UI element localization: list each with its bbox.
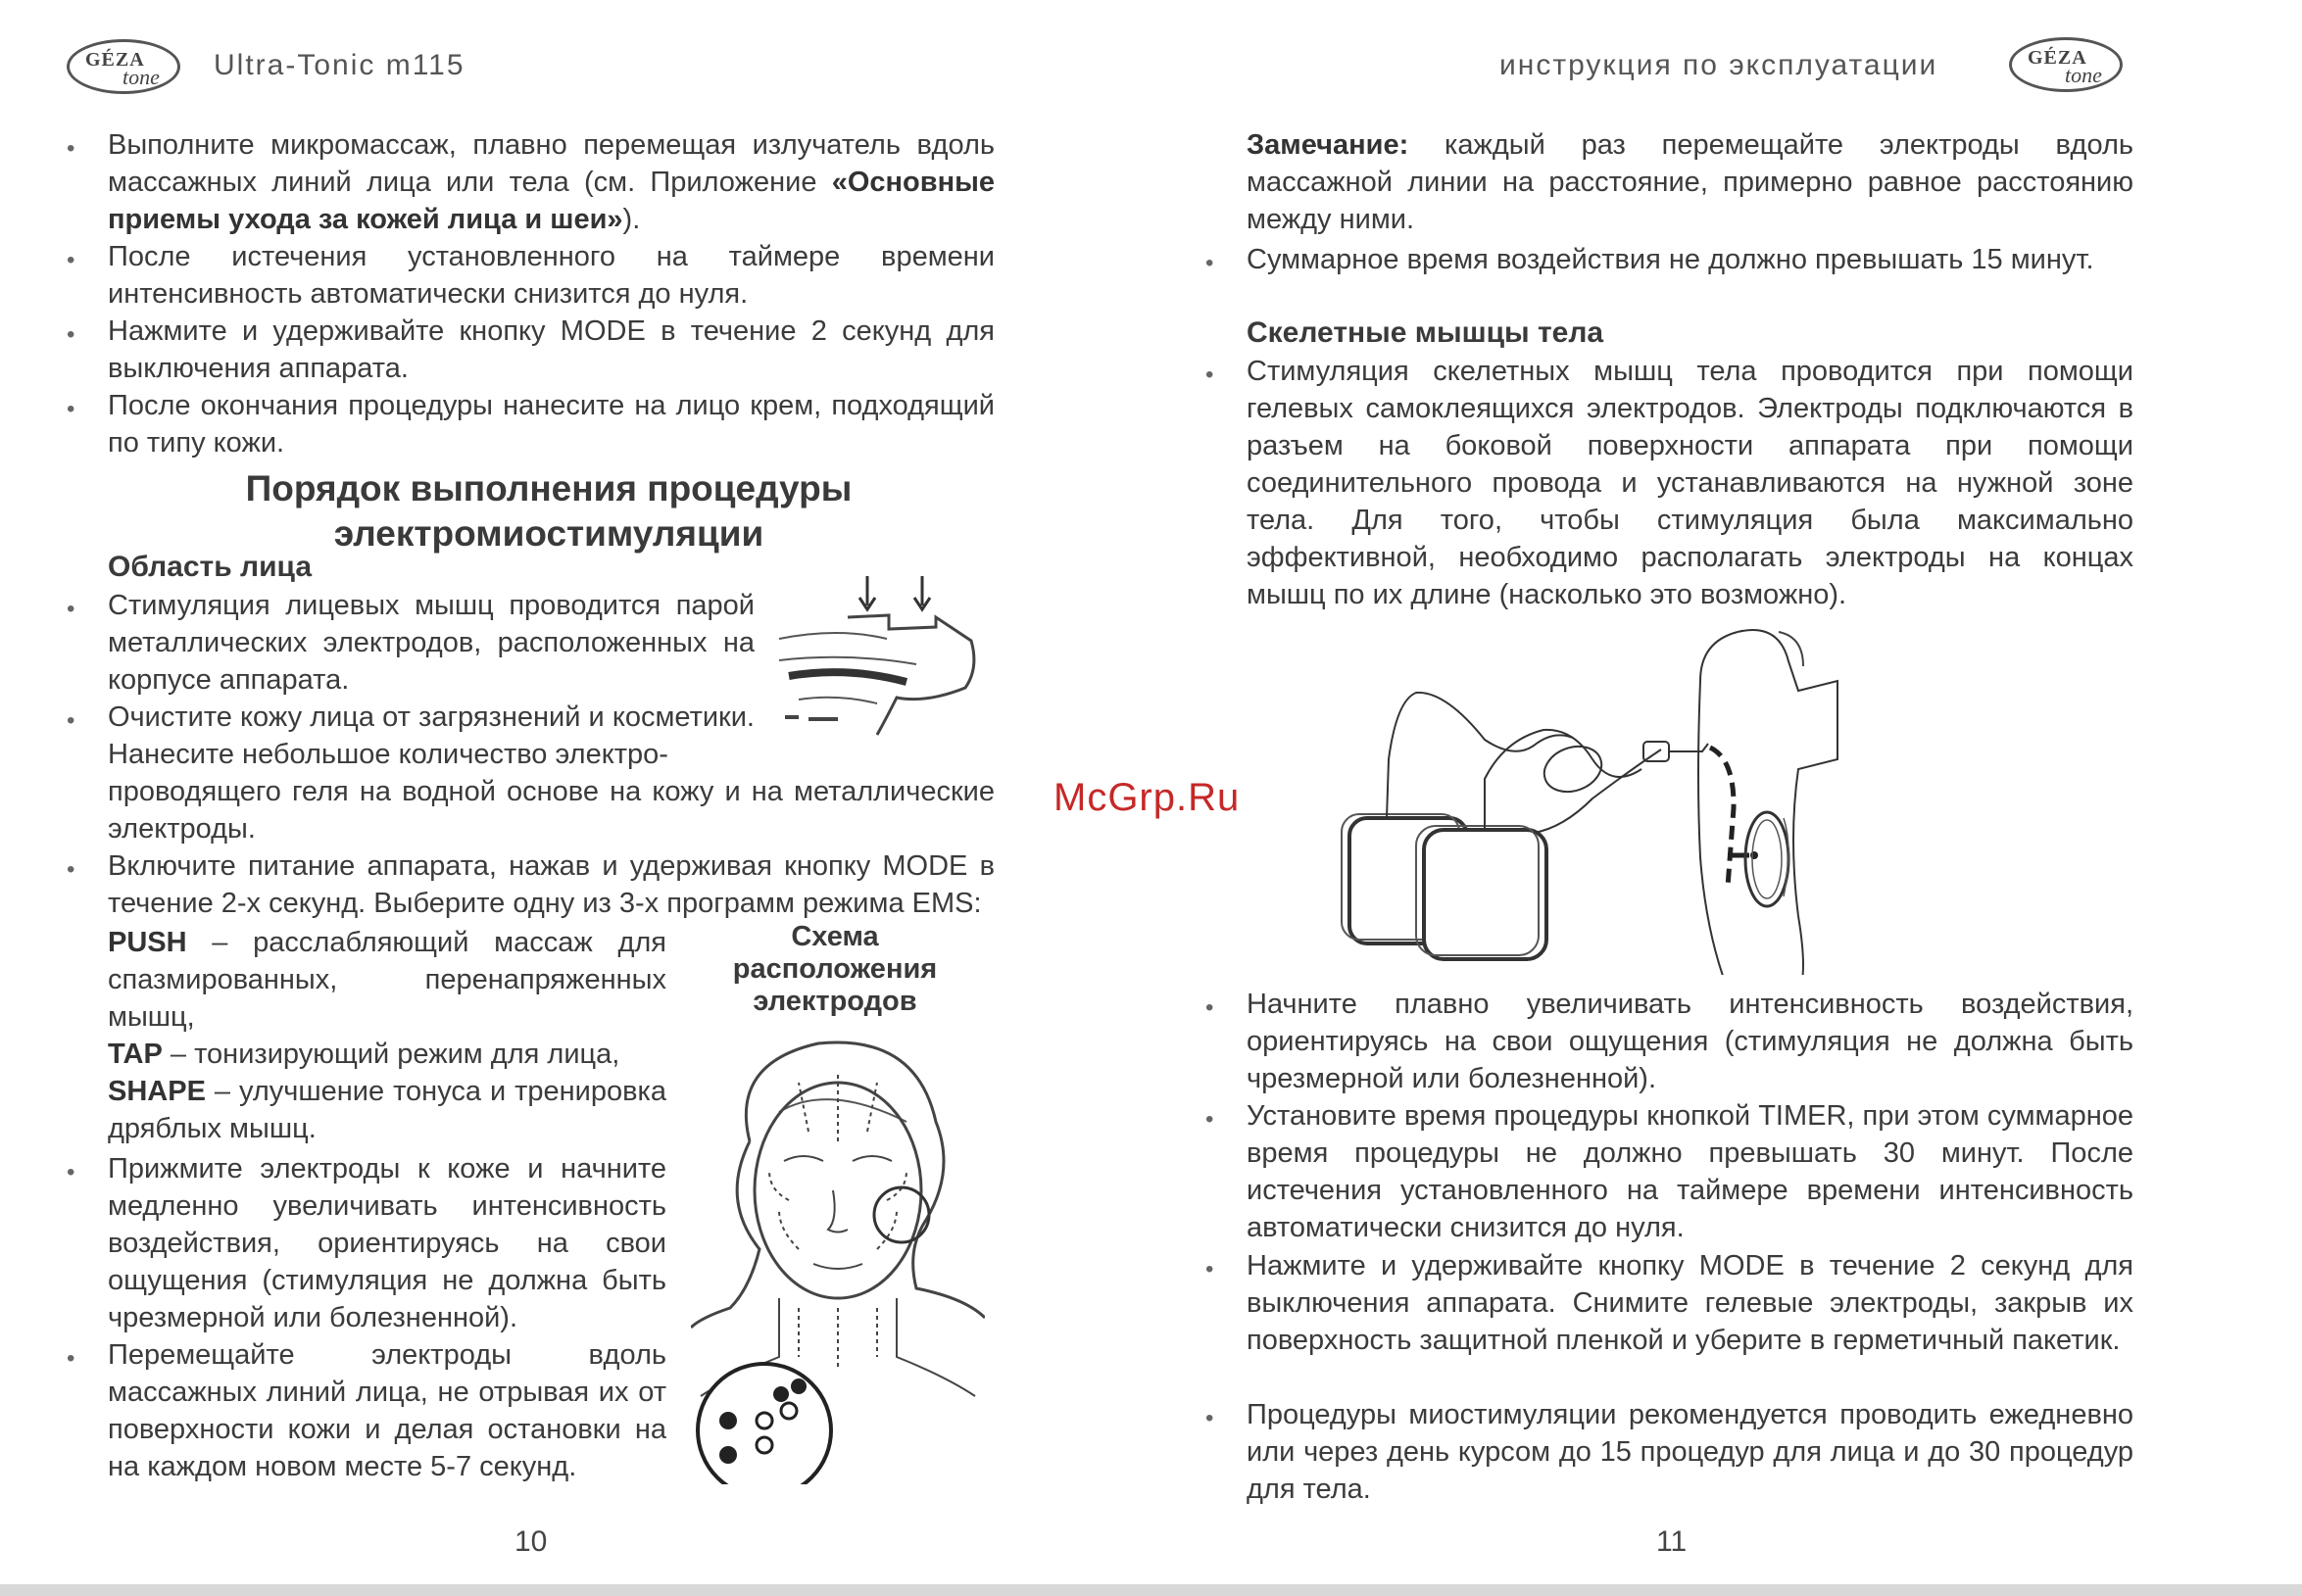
watermark: McGrp.Ru [1053, 776, 1241, 819]
note-paragraph [1247, 126, 2133, 238]
bullet-icon: • [67, 596, 75, 622]
device-gel-electrodes-illustration [1338, 622, 2122, 975]
logo-brand: GÉZA [2028, 47, 2087, 69]
section-title [98, 466, 1000, 556]
logo-sub: tone [122, 65, 160, 89]
paragraph: проводящего геля на водной основе на кожу и на металлические электроды. [108, 776, 995, 845]
mode-description: – тонизирующий режим для лица, [162, 1039, 620, 1070]
geza-logo [67, 39, 180, 94]
bullet-icon: • [67, 321, 75, 348]
paragraph: Нажмите и удерживайте кнопку MODE в течение 2 секунд для выключения аппарата. Снимите гелевые электроды, закрыв их поверхность защитной пленкой и уберите в герметичный пакетик. [1247, 1250, 2133, 1356]
bullet-icon: • [67, 396, 75, 422]
paragraph: Начните плавно увеличивать интенсивность воздействия, ориентируясь на свои ощущения (стимуляция не должна быть чрезмерной или болезненной). [1247, 989, 2133, 1094]
bullet-icon: • [1205, 1256, 1214, 1282]
bullet-icon: • [1205, 250, 1214, 276]
paragraph: После окончания процедуры нанесите на лицо крем, подходящий по типу кожи. [108, 390, 995, 459]
right-page [1151, 0, 2302, 1596]
header-model-title: Ultra-Tonic m115 [214, 49, 465, 81]
bullet-icon: • [1205, 994, 1214, 1021]
paragraph [108, 126, 995, 238]
paragraph: Суммарное время воздействия не должно превышать 15 минут. [1247, 244, 2094, 275]
paragraph: Процедуры миостимуляции рекомендуется проводить ежедневно или через день курсом до 15 процедур для лица и до 30 процедур для тела. [1247, 1399, 2133, 1505]
mode-description: – улучшение тонуса и тренировка дряблых мышц. [108, 1076, 666, 1144]
paragraph: Включите питание аппарата, нажав и удерживая кнопку MODE в течение 2-х секунд. Выберите одну из 3-х программ режима EMS: [108, 850, 995, 919]
bullet-icon: • [1205, 1405, 1214, 1431]
face-electrode-scheme-illustration [691, 1024, 985, 1484]
page-number: 11 [1656, 1525, 1688, 1558]
bullet-icon: • [67, 1159, 75, 1185]
paragraph: Нажмите и удерживайте кнопку MODE в течение 2 секунд для выключения аппарата. [108, 315, 995, 384]
bullet-icon: • [67, 135, 75, 162]
paragraph: Установите время процедуры кнопкой TIMER, при этом суммарное время процедуры не должно превышать 30 минут. После истечения установленного на таймере времени интенсивность автоматически снизится до нуля. [1247, 1100, 2133, 1243]
mode-label: SHAPE [108, 1076, 206, 1107]
mode-description: – расслабляющий массаж для спазмированных, перенапряженных мышц, [108, 927, 666, 1033]
mode-push [108, 924, 666, 1036]
mode-label: TAP [108, 1039, 163, 1070]
scheme-title: Схема расположения электродов [732, 921, 938, 1017]
note-label: Замечание: [1247, 129, 1409, 161]
device-electrodes-illustration [779, 570, 985, 737]
page-number: 10 [514, 1525, 548, 1558]
logo-sub: tone [2065, 63, 2102, 87]
subheading-body: Скелетные мышцы тела [1247, 316, 1604, 349]
bullet-icon: • [67, 707, 75, 734]
bullet-icon: • [1205, 362, 1214, 388]
logo-brand: GÉZA [85, 49, 145, 71]
bullet-icon: • [1205, 1106, 1214, 1133]
paragraph: Стимуляция лицевых мышц проводится парой металлических электродов, расположенных на корпусе аппарата. [108, 590, 755, 696]
bold-reference: «Основные приемы ухода за кожей лица и шеи» [108, 167, 995, 235]
paragraph: Перемещайте электроды вдоль массажных линий лица, не отрывая их от поверхности кожи и делая остановки на на каждом новом месте 5-7 секунд. [108, 1339, 666, 1482]
mode-label: PUSH [108, 927, 187, 958]
paragraph-end: ). [622, 204, 641, 235]
paragraph: После истечения установленного на таймере времени интенсивность автоматически снизится до нуля. [108, 241, 995, 310]
bullet-icon: • [67, 856, 75, 883]
section-title-line-1: Порядок выполнения процедуры [245, 468, 853, 508]
note-text: каждый раз перемещайте электроды вдоль массажной линии на расстояние, примерно равное расстоянию между ними. [1247, 129, 2133, 235]
section-title-line-2: электромиостимуляции [333, 513, 764, 554]
mode-shape [108, 1073, 666, 1147]
paragraph: Стимуляция скелетных мышц тела проводится при помощи гелевых самоклеящихся электродов. Электроды подключаются в разъем на боковой поверхности аппарата при помощи соединительного провода и устанавливаются на нужной зоне тела. Для того, чтобы стимуляция была максимально эффективной, необходимо располагать электроды на концах мышц по их длине (насколько это возможно). [1247, 356, 2133, 610]
paragraph: Прижмите электроды к коже и начните медленно увеличивать интенсивность воздействия, ориентируясь на свои ощущения (стимуляция не должна быть чрезмерной или болезненной). [108, 1153, 666, 1333]
geza-logo [2009, 37, 2123, 92]
mode-tap [108, 1036, 676, 1073]
bullet-icon: • [67, 1345, 75, 1372]
paragraph-text: Выполните микромассаж, плавно перемещая излучатель вдоль массажных линий лица или тела (см. Приложение [108, 129, 995, 198]
header-manual-title: инструкция по эксплуатации [1499, 49, 1938, 81]
subheading-face: Область лица [108, 551, 313, 583]
bullet-icon: • [67, 247, 75, 273]
paragraph: Очистите кожу лица от загрязнений и косметики. Нанесите небольшое количество электро- [108, 701, 755, 770]
bottom-edge [0, 1584, 2302, 1596]
